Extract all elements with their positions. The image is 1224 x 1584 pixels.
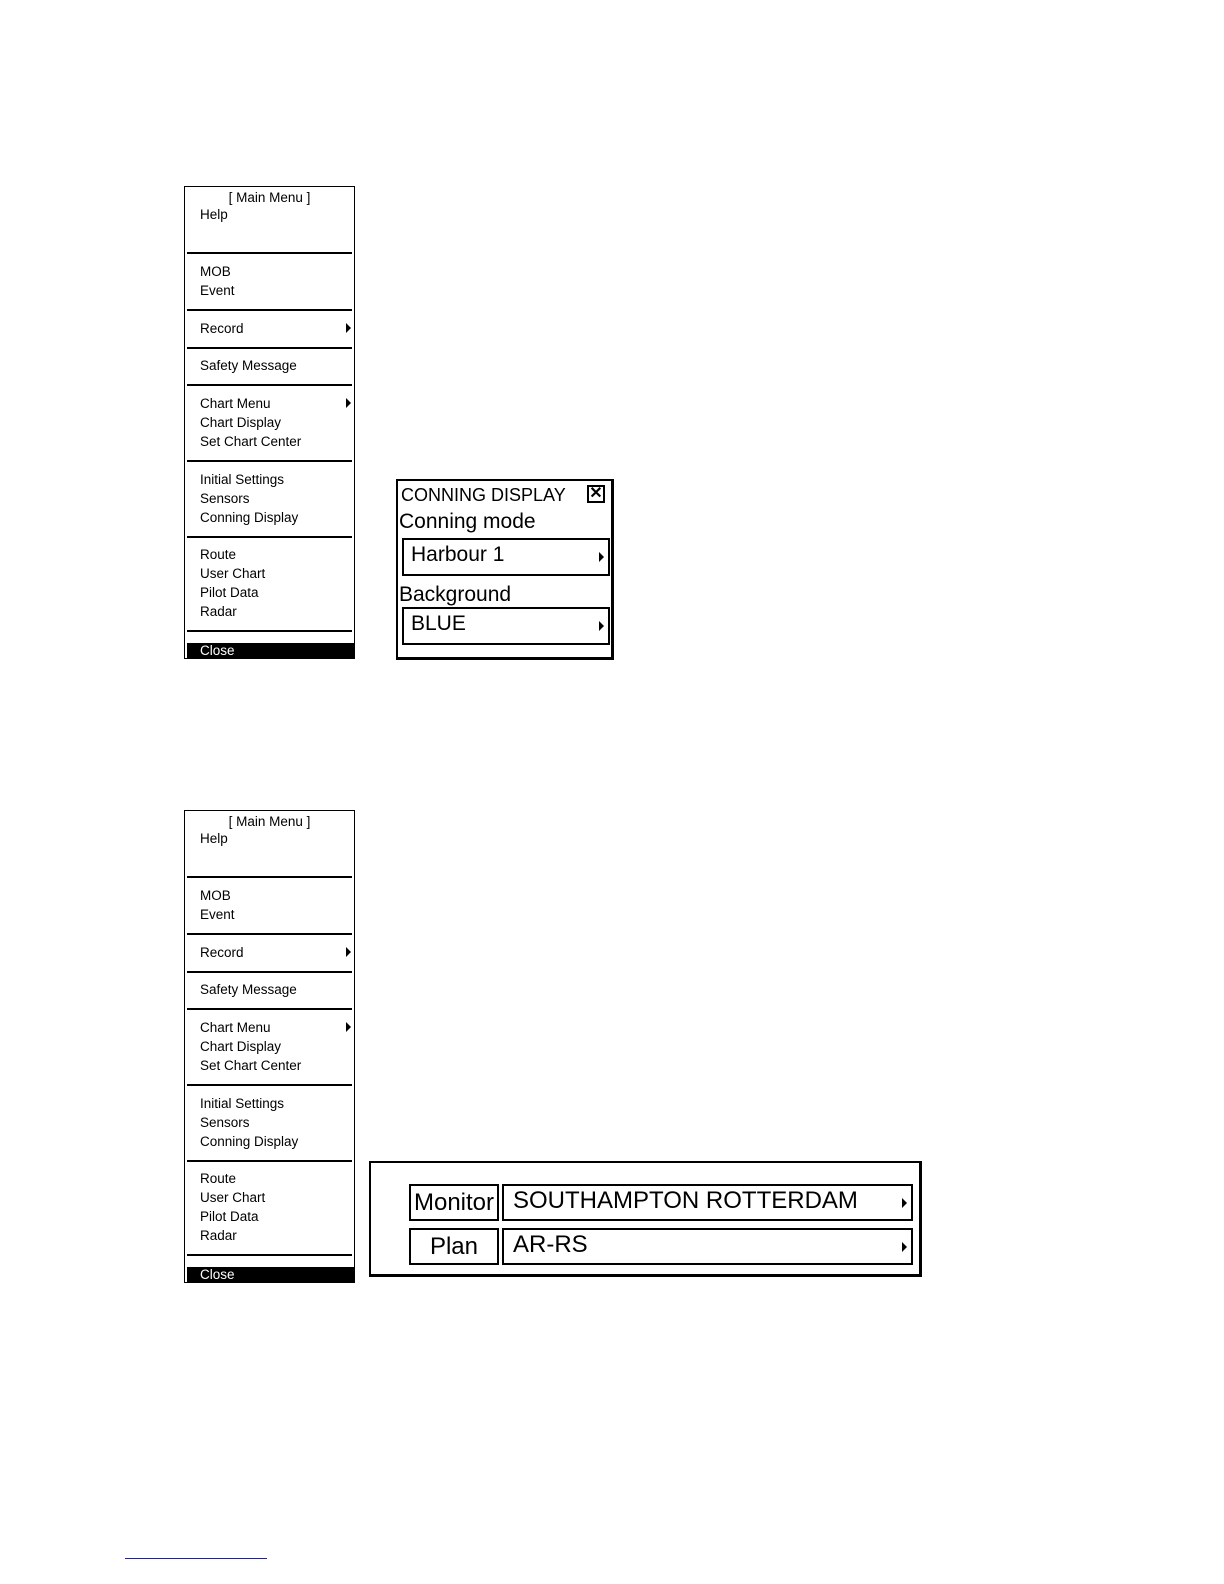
menu-item-event[interactable]: Event	[200, 907, 235, 922]
menu-item-route[interactable]: Route	[200, 547, 237, 562]
menu-item-initial-settings[interactable]: Initial Settings	[200, 1096, 285, 1111]
menu-title: [ Main Menu ]	[228, 814, 311, 829]
menu-item-help[interactable]: Help	[200, 207, 228, 222]
main-menu	[184, 810, 355, 1283]
menu-divider	[187, 309, 352, 311]
menu-item-pilot-data[interactable]: Pilot Data	[200, 1209, 259, 1224]
menu-divider	[187, 460, 352, 462]
plan-route-select[interactable]	[502, 1228, 913, 1265]
menu-item-event[interactable]: Event	[200, 283, 235, 298]
menu-item-pilot-data[interactable]: Pilot Data	[200, 585, 259, 600]
submenu-arrow-icon	[346, 947, 351, 957]
dialog-title: CONNING DISPLAY	[401, 485, 566, 505]
menu-item-safety-message[interactable]: Safety Message	[200, 982, 297, 997]
menu-item-user-chart[interactable]: User Chart	[200, 566, 266, 581]
menu-divider	[187, 876, 352, 878]
menu-item-record[interactable]: Record	[200, 945, 244, 960]
menu-item-sensors[interactable]: Sensors	[200, 491, 250, 506]
submenu-arrow-icon	[346, 323, 351, 333]
footnote-divider	[125, 1558, 267, 1559]
monitor-label: Monitor	[409, 1184, 499, 1221]
conning-display-dialog	[396, 479, 614, 660]
plan-route-value: AR-RS	[513, 1231, 588, 1258]
menu-divider	[187, 384, 352, 386]
menu-item-chart-menu[interactable]: Chart Menu	[200, 1020, 271, 1035]
submenu-arrow-icon	[346, 1022, 351, 1032]
menu-divider	[187, 536, 352, 538]
menu-item-chart-display[interactable]: Chart Display	[200, 1039, 282, 1054]
menu-divider	[187, 347, 352, 349]
menu-item-conning-display[interactable]: Conning Display	[200, 510, 299, 525]
route-select-box	[369, 1161, 922, 1277]
main-menu	[184, 186, 355, 659]
conning-mode-select[interactable]	[402, 538, 610, 576]
menu-item-close[interactable]: Close	[187, 643, 354, 658]
menu-item-conning-display[interactable]: Conning Display	[200, 1134, 299, 1149]
plan-label: Plan	[409, 1228, 499, 1265]
menu-divider	[187, 1254, 352, 1256]
dropdown-arrow-icon	[902, 1242, 907, 1252]
menu-item-mob[interactable]: MOB	[200, 888, 231, 903]
conning-mode-label: Conning mode	[399, 510, 536, 533]
background-select[interactable]	[402, 607, 610, 645]
menu-item-safety-message[interactable]: Safety Message	[200, 358, 297, 373]
menu-item-set-chart-center[interactable]: Set Chart Center	[200, 434, 302, 449]
menu-item-route[interactable]: Route	[200, 1171, 237, 1186]
menu-divider	[187, 1008, 352, 1010]
background-value: BLUE	[411, 612, 466, 635]
menu-title: [ Main Menu ]	[228, 190, 311, 205]
close-icon[interactable]: ✕	[587, 485, 605, 503]
menu-item-chart-display[interactable]: Chart Display	[200, 415, 282, 430]
dropdown-arrow-icon	[599, 552, 604, 562]
menu-item-mob[interactable]: MOB	[200, 264, 231, 279]
menu-item-record[interactable]: Record	[200, 321, 244, 336]
menu-item-radar[interactable]: Radar	[200, 604, 237, 619]
menu-item-help[interactable]: Help	[200, 831, 228, 846]
menu-divider	[187, 1160, 352, 1162]
menu-item-user-chart[interactable]: User Chart	[200, 1190, 266, 1205]
monitor-route-value: SOUTHAMPTON ROTTERDAM	[513, 1187, 858, 1214]
menu-divider	[187, 971, 352, 973]
menu-item-initial-settings[interactable]: Initial Settings	[200, 472, 285, 487]
submenu-arrow-icon	[346, 398, 351, 408]
monitor-route-select[interactable]	[502, 1184, 913, 1221]
dropdown-arrow-icon	[902, 1198, 907, 1208]
menu-divider	[187, 1084, 352, 1086]
menu-divider	[187, 630, 352, 632]
background-label: Background	[399, 583, 512, 606]
dropdown-arrow-icon	[599, 621, 604, 631]
conning-mode-value: Harbour 1	[411, 543, 505, 566]
menu-item-close[interactable]: Close	[187, 1267, 354, 1282]
menu-item-set-chart-center[interactable]: Set Chart Center	[200, 1058, 302, 1073]
menu-item-chart-menu[interactable]: Chart Menu	[200, 396, 271, 411]
menu-divider	[187, 252, 352, 254]
menu-item-sensors[interactable]: Sensors	[200, 1115, 250, 1130]
menu-divider	[187, 933, 352, 935]
menu-item-radar[interactable]: Radar	[200, 1228, 237, 1243]
